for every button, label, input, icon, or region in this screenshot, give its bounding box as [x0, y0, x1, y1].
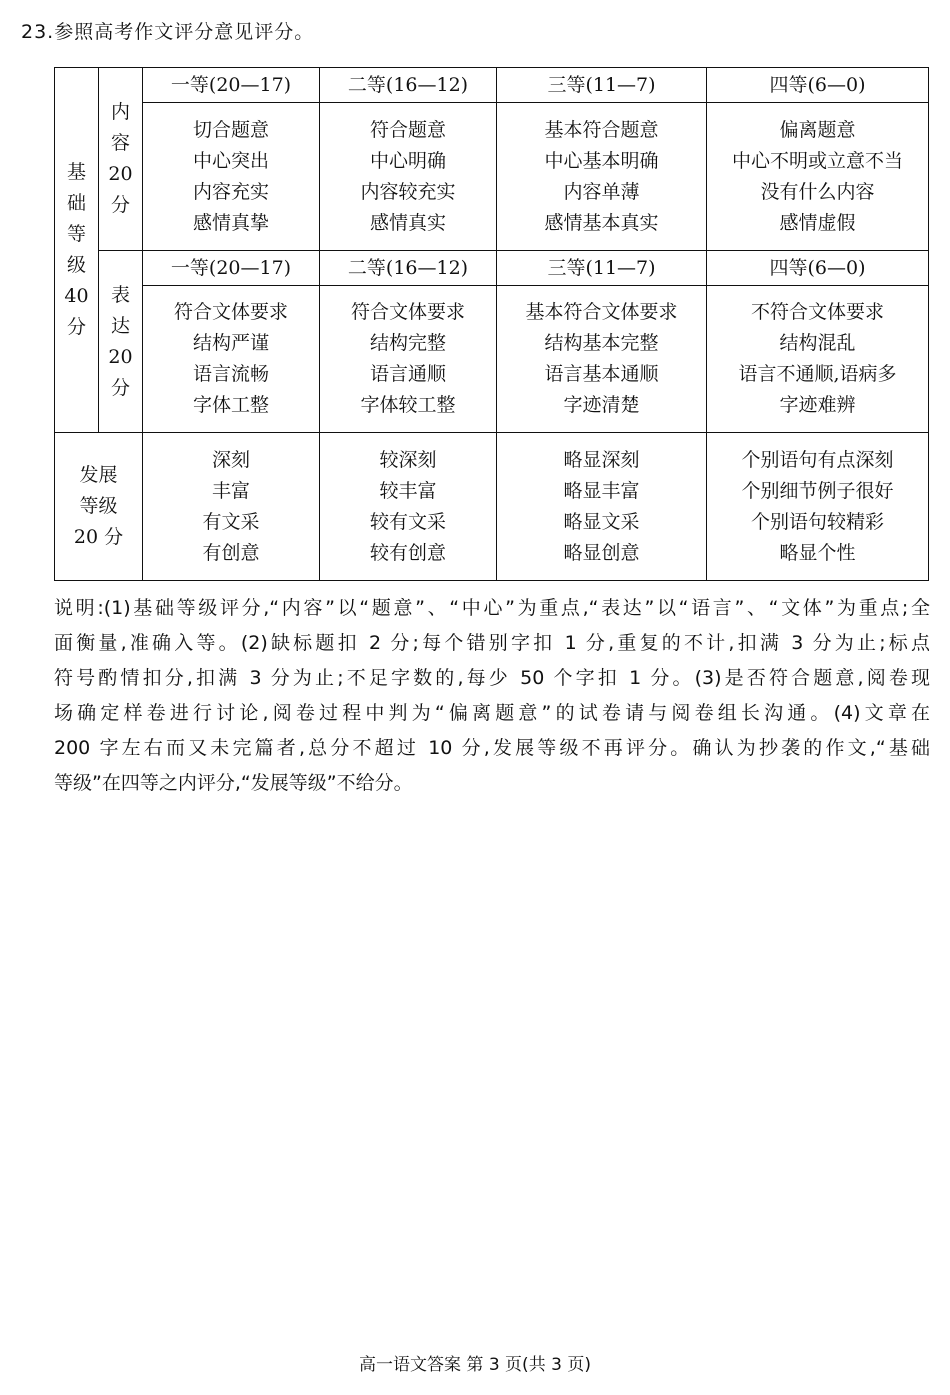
development-criteria-cell: 略显深刻 略显丰富 略显文采 略显创意: [497, 433, 707, 581]
expression-criteria-cell: 符合文体要求 结构完整 语言通顺 字体较工整: [320, 286, 497, 433]
basic-level-label: 基 础 等 级 40 分: [55, 68, 99, 433]
expression-criteria-cell: 基本符合文体要求 结构基本完整 语言基本通顺 字迹清楚: [497, 286, 707, 433]
content-criteria-cell: 基本符合题意 中心基本明确 内容单薄 感情基本真实: [497, 103, 707, 251]
grade-header: 三等(11—7): [497, 68, 707, 103]
development-level-label: 发展 等级 20 分: [55, 433, 143, 581]
question-title: 23.参照高考作文评分意见评分。: [21, 21, 315, 43]
development-criteria-cell: 较深刻 较丰富 较有文采 较有创意: [320, 433, 497, 581]
note-line: 200 字左右而又未完篇者,总分不超过 10 分,发展等级不再评分。确认为抄袭的作文,“基础: [54, 737, 930, 759]
explanation-notes: [54, 591, 930, 801]
development-criteria-cell: 深刻 丰富 有文采 有创意: [143, 433, 320, 581]
development-criteria-cell: 个别语句有点深刻 个别细节例子很好 个别语句较精彩 略显个性: [707, 433, 929, 581]
note-line: 等级”在四等之内评分,“发展等级”不给分。: [54, 772, 413, 794]
grade-header: 四等(6—0): [707, 251, 929, 286]
content-label: 内 容 20 分: [99, 68, 143, 251]
grade-header: 四等(6—0): [707, 68, 929, 103]
content-criteria-cell: 切合题意 中心突出 内容充实 感情真挚: [143, 103, 320, 251]
note-line: 面衡量,准确入等。(2)缺标题扣 2 分;每个错别字扣 1 分,重复的不计,扣满 3 分为止;标点: [54, 632, 930, 654]
grade-header: 一等(20—17): [143, 68, 320, 103]
note-line: 说明:(1)基础等级评分,“内容”以“题意”、“中心”为重点,“表达”以“语言”、“文体”为重点;全: [54, 597, 930, 619]
note-line: 符号酌情扣分,扣满 3 分为止;不足字数的,每少 50 个字扣 1 分。(3)是否符合题意,阅卷现: [54, 667, 930, 689]
scoring-table: [54, 67, 929, 581]
content-criteria-cell: 符合题意 中心明确 内容较充实 感情真实: [320, 103, 497, 251]
grade-header: 三等(11—7): [497, 251, 707, 286]
grade-header: 二等(16—12): [320, 251, 497, 286]
grade-header: 一等(20—17): [143, 251, 320, 286]
page-footer: 高一语文答案 第 3 页(共 3 页): [359, 1355, 591, 1375]
expression-criteria-cell: 符合文体要求 结构严谨 语言流畅 字体工整: [143, 286, 320, 433]
note-line: 场确定样卷进行讨论,阅卷过程中判为“偏离题意”的试卷请与阅卷组长沟通。(4)文章在: [54, 702, 930, 724]
content-criteria-cell: 偏离题意 中心不明或立意不当 没有什么内容 感情虚假: [707, 103, 929, 251]
expression-criteria-cell: 不符合文体要求 结构混乱 语言不通顺,语病多 字迹难辨: [707, 286, 929, 433]
grade-header: 二等(16—12): [320, 68, 497, 103]
expression-label: 表 达 20 分: [99, 251, 143, 433]
